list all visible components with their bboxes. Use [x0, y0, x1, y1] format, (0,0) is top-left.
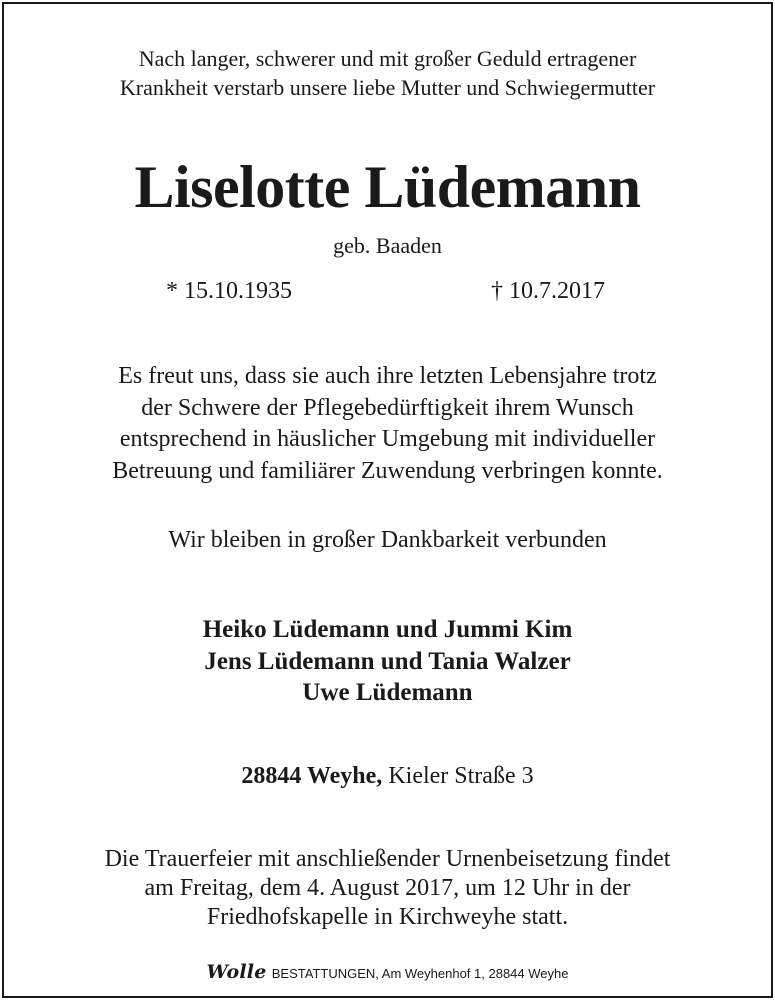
gratitude-line: entsprechend in häuslicher Umgebung mit individueller: [119, 426, 656, 452]
undertaker-footer: [4, 962, 771, 984]
service-line: am Freitag, dem 4. August 2017, um 12 Uhr in der: [144, 875, 631, 901]
death-date: † 10.7.2017: [491, 278, 605, 304]
maiden-name: geb. Baaden: [333, 233, 442, 258]
gratitude-line: Betreuung und familiärer Zuwendung verbringen konnte.: [112, 457, 663, 484]
intro-line: Nach langer, schwerer und mit großer Geduld ertragener: [138, 46, 637, 71]
intro-text: [4, 44, 771, 102]
closing-line: Wir bleiben in großer Dankbarkeit verbunden: [168, 527, 607, 553]
gratitude-text: [4, 361, 771, 487]
address-town: 28844 Weyhe,: [241, 763, 383, 789]
funeral-service-text: [4, 845, 771, 932]
service-line: Friedhofskapelle in Kirchweyhe statt.: [206, 904, 569, 930]
birth-date: * 15.10.1935: [166, 278, 292, 304]
service-line: Die Trauerfeier mit anschließender Urnenbeisetzung findet: [104, 846, 671, 872]
mourner-name: Uwe Lüdemann: [302, 679, 473, 706]
mourner-name: Jens Lüdemann und Tania Walzer: [204, 647, 571, 675]
mourners-list: [4, 614, 771, 709]
mourner-name: Heiko Lüdemann und Jummi Kim: [202, 616, 573, 643]
obituary-notice: [2, 2, 773, 998]
gratitude-line: der Schwere der Pflegebedürftigkeit ihrem Wunsch: [141, 394, 634, 421]
gratitude-line: Es freut uns, dass sie auch ihre letzten Lebensjahre trotz: [118, 363, 657, 389]
undertaker-logo: Wolle: [206, 961, 267, 983]
family-address: [4, 761, 771, 791]
deceased-name: Liselotte Lüdemann: [134, 154, 641, 220]
undertaker-details: BESTATTUNGEN, Am Weyhenhof 1, 28844 Weyhe: [271, 966, 569, 981]
intro-line: Krankheit verstarb unsere liebe Mutter und Schwiegermutter: [119, 75, 656, 100]
address-street: Kieler Straße 3: [388, 763, 534, 789]
